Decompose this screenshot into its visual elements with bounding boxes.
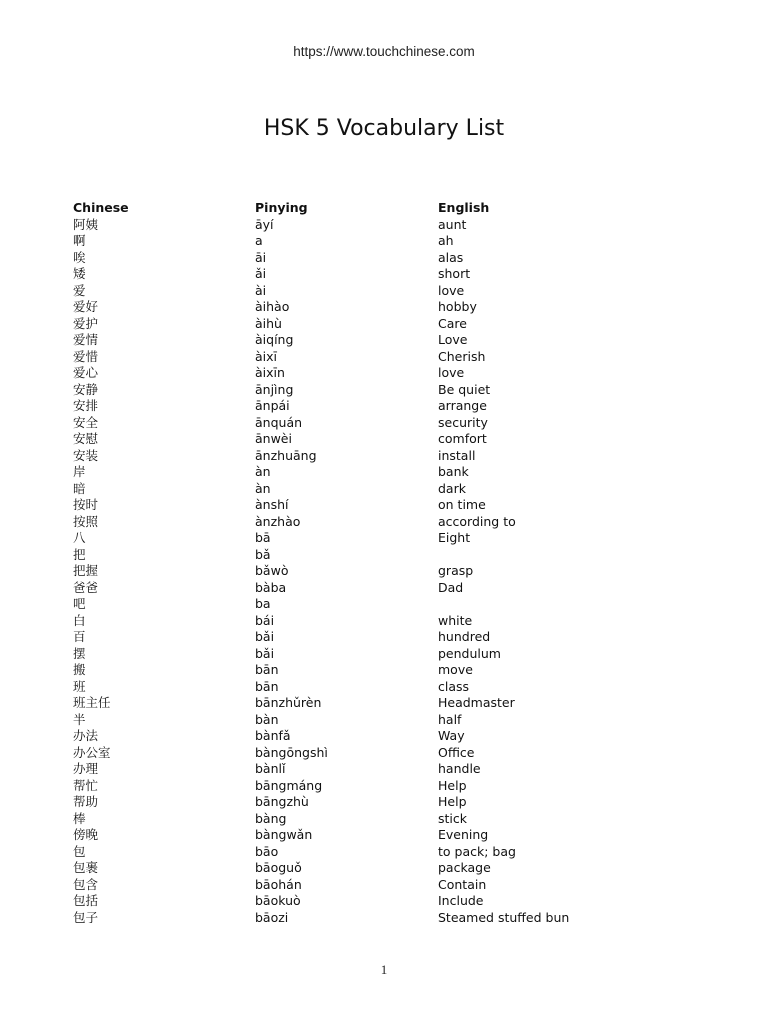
cell-chinese: 八 — [73, 530, 86, 545]
cell-english: Headmaster — [438, 695, 515, 710]
cell-pinyin: àihù — [255, 315, 282, 331]
table-row — [73, 877, 673, 894]
table-row — [73, 547, 673, 564]
cell-chinese: 包括 — [73, 893, 99, 908]
cell-english: according to — [438, 513, 516, 529]
table-row — [73, 860, 673, 877]
cell-chinese: 百 — [73, 629, 86, 644]
cell-chinese: 安静 — [73, 381, 99, 397]
cell-english: ah — [438, 233, 454, 248]
cell-pinyin: āi — [255, 249, 267, 265]
cell-pinyin: ānzhuāng — [255, 447, 317, 463]
cell-chinese: 傍晚 — [73, 827, 99, 842]
cell-pinyin: ānquán — [255, 414, 303, 430]
cell-chinese: 摆 — [73, 645, 86, 661]
document-title: HSK 5 Vocabulary List — [263, 116, 505, 141]
cell-chinese: 安排 — [73, 398, 99, 413]
cell-english: Love — [438, 332, 468, 347]
table-row — [73, 365, 673, 382]
cell-chinese: 包含 — [73, 876, 99, 892]
cell-chinese: 矮 — [73, 266, 86, 281]
table-row — [73, 497, 673, 514]
cell-pinyin: bàn — [255, 711, 279, 727]
table-row — [73, 316, 673, 333]
table-row — [73, 662, 673, 679]
page-number: 1 — [380, 962, 388, 977]
cell-pinyin: bān — [255, 662, 279, 677]
cell-pinyin: bāngzhù — [255, 794, 309, 809]
cell-english: hobby — [438, 299, 477, 314]
table-row — [73, 761, 673, 778]
cell-pinyin: àn — [255, 480, 271, 496]
cell-english: comfort — [438, 431, 487, 446]
cell-chinese: 唉 — [73, 249, 86, 265]
cell-pinyin: bǎwò — [255, 563, 289, 578]
cell-pinyin: bǎi — [255, 645, 275, 661]
cell-chinese: 办公室 — [73, 744, 111, 760]
cell-english: install — [438, 447, 476, 463]
cell-pinyin: bái — [255, 612, 275, 628]
cell-english: handle — [438, 761, 481, 776]
cell-english: Help — [438, 794, 467, 809]
cell-english: dark — [438, 480, 466, 496]
table-row — [73, 827, 673, 844]
table-row — [73, 415, 673, 432]
table-row — [73, 514, 673, 531]
table-row — [73, 398, 673, 415]
cell-chinese: 爱护 — [73, 315, 99, 331]
cell-chinese: 岸 — [73, 464, 86, 479]
cell-pinyin: bānzhǔrèn — [255, 695, 322, 710]
table-row — [73, 448, 673, 465]
table-row — [73, 695, 673, 712]
column-header-chinese: Chinese — [73, 200, 129, 215]
table-row — [73, 431, 673, 448]
cell-chinese: 安装 — [73, 447, 99, 463]
cell-english: grasp — [438, 563, 474, 578]
cell-english: love — [438, 365, 465, 380]
cell-english: Evening — [438, 827, 489, 842]
table-row — [73, 283, 673, 300]
table-row — [73, 349, 673, 366]
cell-pinyin: bāohán — [255, 876, 302, 892]
cell-chinese: 按照 — [73, 513, 99, 529]
cell-chinese: 爱 — [73, 282, 86, 298]
cell-pinyin: ǎi — [255, 266, 267, 281]
table-row — [73, 794, 673, 811]
cell-chinese: 办理 — [73, 761, 99, 776]
column-header-english: English — [438, 200, 490, 215]
table-row — [73, 629, 673, 646]
table-row — [73, 893, 673, 910]
cell-english: Cherish — [438, 348, 486, 364]
cell-pinyin: àixī — [255, 348, 278, 364]
cell-pinyin: àn — [255, 464, 271, 479]
cell-english: alas — [438, 249, 464, 265]
cell-pinyin: bànfǎ — [255, 728, 291, 743]
cell-pinyin: àihào — [255, 299, 290, 314]
cell-english: Office — [438, 744, 475, 760]
cell-pinyin: bànlǐ — [255, 761, 286, 776]
cell-pinyin: bāozi — [255, 909, 289, 925]
table-row — [73, 613, 673, 630]
cell-pinyin: bāoguǒ — [255, 860, 302, 875]
cell-chinese: 吧 — [73, 596, 86, 611]
cell-english: Dad — [438, 579, 464, 595]
cell-chinese: 安全 — [73, 414, 99, 430]
table-row — [73, 580, 673, 597]
cell-pinyin: ànshí — [255, 497, 289, 512]
cell-pinyin: bàngwǎn — [255, 827, 313, 842]
cell-pinyin: ba — [255, 596, 271, 611]
table-row — [73, 712, 673, 729]
cell-english: security — [438, 414, 488, 430]
table-row — [73, 266, 673, 283]
table-row — [73, 778, 673, 795]
table-row — [73, 382, 673, 399]
cell-pinyin: ànzhào — [255, 513, 301, 529]
cell-english: arrange — [438, 398, 487, 413]
cell-english: Care — [438, 315, 467, 331]
cell-english: to pack; bag — [438, 843, 516, 859]
table-body — [73, 217, 673, 927]
cell-english: move — [438, 662, 473, 677]
table-row — [73, 530, 673, 547]
cell-pinyin: bāokuò — [255, 893, 301, 908]
cell-pinyin: bàng — [255, 810, 287, 826]
cell-chinese: 爸爸 — [73, 579, 99, 595]
cell-chinese: 阿姨 — [73, 216, 99, 232]
table-row — [73, 596, 673, 613]
cell-english: Include — [438, 893, 484, 908]
cell-english: white — [438, 612, 473, 628]
table-row — [73, 481, 673, 498]
cell-chinese: 爱好 — [73, 299, 99, 314]
cell-pinyin: āyí — [255, 216, 274, 232]
table-row — [73, 745, 673, 762]
cell-chinese: 安慰 — [73, 431, 99, 446]
cell-english: love — [438, 282, 465, 298]
table-row — [73, 646, 673, 663]
cell-chinese: 爱情 — [73, 332, 99, 347]
cell-english: Way — [438, 728, 465, 743]
cell-pinyin: bān — [255, 678, 279, 694]
table-row — [73, 233, 673, 250]
cell-pinyin: bǎ — [255, 546, 271, 562]
cell-pinyin: ānjìng — [255, 381, 294, 397]
cell-pinyin: bàngōngshì — [255, 744, 328, 760]
cell-english: short — [438, 266, 471, 281]
cell-english: class — [438, 678, 470, 694]
cell-chinese: 半 — [73, 711, 86, 727]
table-row — [73, 811, 673, 828]
cell-pinyin: bǎi — [255, 629, 275, 644]
cell-chinese: 帮助 — [73, 794, 99, 809]
table-row — [73, 250, 673, 267]
cell-chinese: 包子 — [73, 909, 99, 925]
cell-english: aunt — [438, 216, 467, 232]
cell-chinese: 白 — [73, 612, 86, 628]
cell-chinese: 棒 — [73, 810, 86, 826]
table-row — [73, 464, 673, 481]
cell-pinyin: bā — [255, 530, 271, 545]
cell-english: hundred — [438, 629, 491, 644]
cell-chinese: 爱心 — [73, 365, 99, 380]
cell-chinese: 包 — [73, 843, 86, 859]
cell-chinese: 班 — [73, 678, 86, 694]
table-row — [73, 299, 673, 316]
cell-english: Steamed stuffed bun — [438, 909, 570, 925]
cell-pinyin: bāngmáng — [255, 777, 323, 793]
cell-pinyin: bāo — [255, 843, 279, 859]
cell-pinyin: a — [255, 233, 263, 248]
cell-chinese: 爱惜 — [73, 348, 99, 364]
cell-chinese: 办法 — [73, 728, 99, 743]
cell-pinyin: ài — [255, 282, 267, 298]
cell-pinyin: àixīn — [255, 365, 285, 380]
table-row — [73, 563, 673, 580]
cell-english: stick — [438, 810, 467, 826]
cell-chinese: 班主任 — [73, 695, 111, 710]
table-row — [73, 728, 673, 745]
table-row — [73, 844, 673, 861]
cell-chinese: 暗 — [73, 480, 86, 496]
cell-chinese: 啊 — [73, 233, 86, 248]
cell-english: Help — [438, 777, 467, 793]
table-row — [73, 217, 673, 234]
cell-chinese: 把握 — [73, 563, 99, 578]
cell-pinyin: ānpái — [255, 398, 290, 413]
cell-english: pendulum — [438, 645, 501, 661]
cell-chinese: 按时 — [73, 497, 99, 512]
table-row — [73, 679, 673, 696]
cell-pinyin: ānwèi — [255, 431, 292, 446]
column-header-pinyin: Pinying — [255, 200, 308, 215]
cell-english: half — [438, 711, 462, 727]
table-row — [73, 910, 673, 927]
cell-english: on time — [438, 497, 486, 512]
cell-chinese: 把 — [73, 546, 86, 562]
cell-chinese: 包裹 — [73, 860, 99, 875]
cell-english: Eight — [438, 530, 471, 545]
cell-pinyin: bàba — [255, 579, 287, 595]
table-header-row — [73, 200, 673, 217]
vocabulary-table — [73, 200, 673, 926]
table-row — [73, 332, 673, 349]
cell-chinese: 搬 — [73, 662, 86, 677]
header-url: https://www.touchchinese.com — [293, 44, 475, 59]
cell-pinyin: àiqíng — [255, 332, 294, 347]
cell-english: Contain — [438, 876, 487, 892]
cell-english: bank — [438, 464, 469, 479]
cell-english: Be quiet — [438, 381, 491, 397]
cell-chinese: 帮忙 — [73, 777, 99, 793]
cell-english: package — [438, 860, 491, 875]
